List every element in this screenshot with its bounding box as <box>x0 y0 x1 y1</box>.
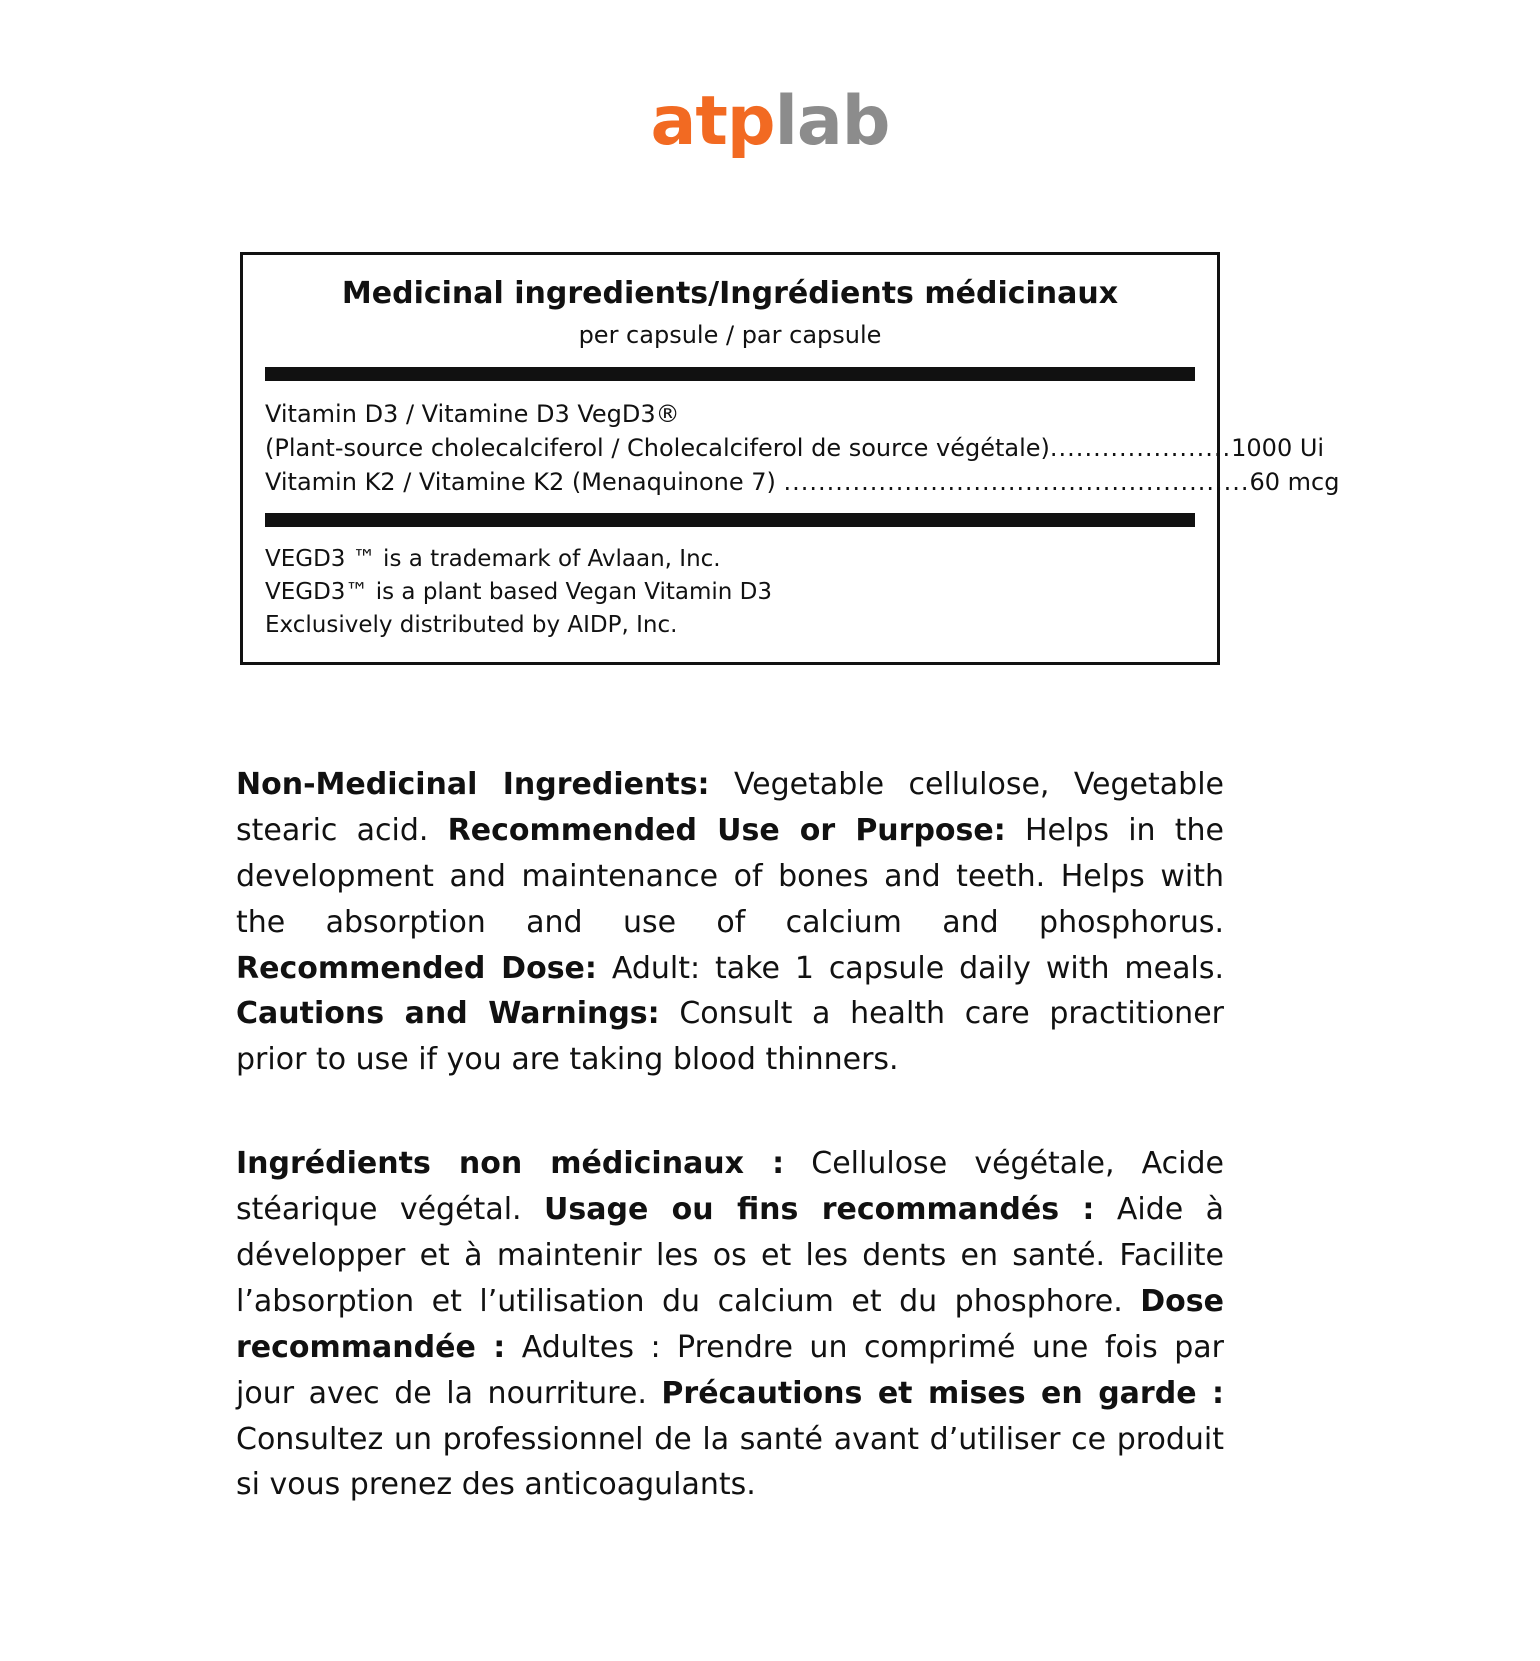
english-paragraph <box>236 762 1224 1083</box>
supplement-facts-panel <box>240 252 1340 665</box>
ingredient-detail: (Plant-source cholecalciferol / Cholecalciferol de source végétale) <box>265 433 1050 462</box>
english-recommended-use-label: Recommended Use or Purpose: <box>447 812 1006 848</box>
english-recommended-dose-text: Adult: take 1 capsule daily with meals. <box>596 950 1224 986</box>
brand-logo <box>0 82 1540 161</box>
french-recommended-use-label: Usage ou fins recommandés : <box>544 1192 1095 1228</box>
french-cautions-text: Consultez un professionnel de la santé avant d’utiliser ce produit si vous prenez des anticoagulants. <box>236 1421 1224 1503</box>
ingredient-list <box>265 397 1340 499</box>
panel-title: Medicinal ingredients/Ingrédients médicinaux <box>341 276 1119 311</box>
french-non-medicinal-label: Ingrédients non médicinaux : <box>236 1146 785 1182</box>
footnote-trademark: VEGD3 ™ is a trademark of Avlaan, Inc. <box>265 545 721 572</box>
french-cautions-label: Précautions et mises en garde : <box>661 1375 1224 1411</box>
ingredient-amount: 60 mcg <box>1249 467 1340 496</box>
english-recommended-use-text: Helps in the development and maintenance of bones and teeth. Helps with the absorption and use of calcium and phosphorus. <box>236 812 1224 940</box>
english-recommended-dose-label: Recommended Dose: <box>236 950 597 986</box>
french-recommended-dose-text: Adultes : Prendre un comprimé une fois par jour avec de la nourriture. <box>236 1329 1225 1411</box>
footnote-description: VEGD3™ is a plant based Vegan Vitamin D3 <box>265 578 772 605</box>
brand-logo-text <box>650 82 890 161</box>
ingredient-dots: ...................................................... <box>783 467 1250 496</box>
ingredient-detail: Vitamin K2 / Vitamine K2 (Menaquinone 7) <box>265 467 784 496</box>
panel-rule-bottom <box>265 513 1195 527</box>
english-cautions-label: Cautions and Warnings: <box>236 996 660 1032</box>
french-recommended-use-text: Aide à développer et à maintenir les os et les dents en santé. Facilite l’absorption et l’utilisation du calcium et du phosphore. <box>236 1192 1225 1319</box>
french-recommended-dose-label: Dose recommandée : <box>236 1283 1224 1365</box>
ingredient-row <box>265 431 1325 465</box>
ingredient-dots: ..................... <box>1049 433 1232 462</box>
english-cautions-text: Consult a health care practitioner prior to use if you are taking blood thinners. <box>236 996 1224 1078</box>
ingredient-amount: 1000 Ui <box>1231 433 1325 462</box>
ingredient-row-name: Vitamin D3 / Vitamine D3 VegD3® <box>265 399 680 428</box>
brand-logo-lab: lab <box>774 82 890 161</box>
french-paragraph <box>236 1141 1224 1508</box>
french-non-medicinal-text: Cellulose végétale, Acide stéarique végétal. <box>236 1146 1224 1228</box>
ingredient-row <box>265 465 1340 499</box>
panel-subtitle: per capsule / par capsule <box>578 320 882 349</box>
footnote-distributor: Exclusively distributed by AIDP, Inc. <box>265 611 678 638</box>
panel-footnotes <box>265 543 1195 642</box>
brand-logo-atp: atp <box>650 82 775 161</box>
english-non-medicinal-label: Non-Medicinal Ingredients: <box>236 767 710 802</box>
english-non-medicinal-text: Vegetable cellulose, Vegetable stearic acid. <box>236 767 1224 848</box>
label-body-copy <box>236 762 1224 1508</box>
panel-rule-top <box>265 367 1195 381</box>
